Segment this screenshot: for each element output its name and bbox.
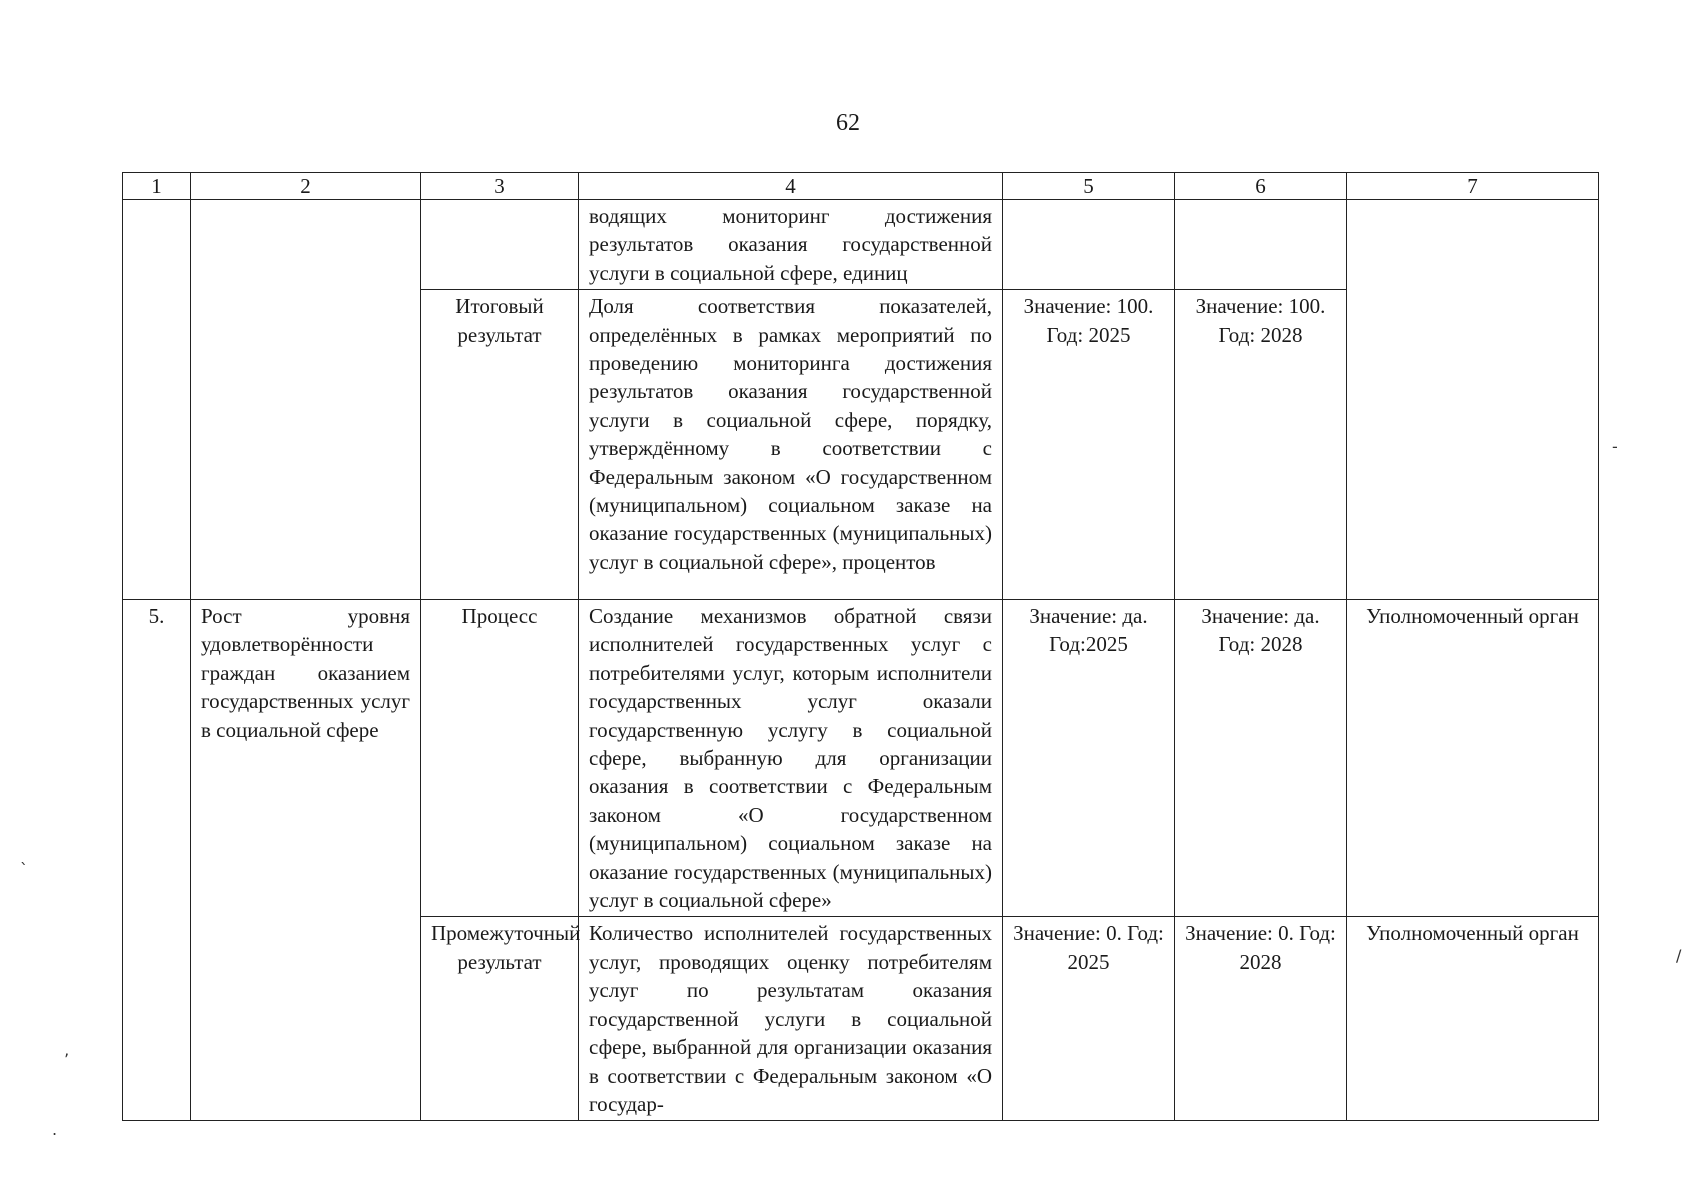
item5-intermediate-target-value: Значение: 0. Год: 2028 (1175, 917, 1347, 1121)
cont-responsible-cell (1347, 200, 1599, 600)
header-col-4: 4 (579, 173, 1003, 200)
final-result-target-value: Значение: 100. Год: 2028 (1175, 290, 1347, 600)
header-col-7: 7 (1347, 173, 1599, 200)
item5-intermediate-type: Промежуточный результат (421, 917, 579, 1121)
table-row-item5-process (123, 600, 1599, 917)
cont-target-cell (1175, 200, 1347, 290)
cont-number-cell (123, 200, 191, 600)
cont-task-cell (191, 200, 421, 600)
item5-process-description: Создание механизмов обратной связи исполнителей государственных услуг с потребителями услуг, которым исполнители государственных услуг оказали государственную услугу в социальной сфере, выбранную для организации оказания в соответствии с Федеральным законом «О государственном (муниципальном) социальном заказе на оказание государственных (муниципальных) услуг в социальной сфере» (579, 600, 1003, 917)
page-number: 62 (836, 110, 860, 136)
item5-process-type: Процесс (421, 600, 579, 917)
indicators-table (122, 172, 1599, 1121)
item5-intermediate-description: Количество исполнителей государственных услуг, проводящих оценку потребителям услуг по результатам оказания государственной услуги в социальной сфере, выбранной для организации оказания в соответствии с Федеральным законом «О государ- (579, 917, 1003, 1121)
table-row-continuation (123, 200, 1599, 290)
scan-speck: - (1612, 437, 1618, 456)
item5-number: 5. (123, 600, 191, 1121)
header-col-3: 3 (421, 173, 579, 200)
header-col-6: 6 (1175, 173, 1347, 200)
final-result-type: Итоговый результат (421, 290, 579, 600)
scan-speck: / (1676, 946, 1682, 965)
item5-task: Рост уровня удовлетворённости граждан оказанием государственных услуг в социальной сфере (191, 600, 421, 1121)
item5-intermediate-responsible: Уполномоченный орган (1347, 917, 1599, 1121)
scan-speck: ’ (64, 1050, 70, 1069)
item5-intermediate-base-value: Значение: 0. Год: 2025 (1003, 917, 1175, 1121)
cont-base-cell (1003, 200, 1175, 290)
scan-speck: ` (20, 860, 28, 879)
final-result-description: Доля соответствия показателей, определённых в рамках мероприятий по проведению мониторинга достижения результатов оказания государственной услуги в социальной сфере, порядку, утверждённому в соответствии с Федеральным законом «О государственном (муниципальном) социальном заказе на оказание государственных (муниципальных) услуг в социальной сфере», процентов (579, 290, 1003, 600)
header-col-2: 2 (191, 173, 421, 200)
scan-speck: . (52, 1120, 58, 1139)
item5-process-responsible: Уполномоченный орган (1347, 600, 1599, 917)
item5-process-base-value: Значение: да. Год:2025 (1003, 600, 1175, 917)
final-result-base-value: Значение: 100. Год: 2025 (1003, 290, 1175, 600)
cont-type-cell (421, 200, 579, 290)
header-col-1: 1 (123, 173, 191, 200)
cont-description-cell: водящих мониторинг достижения результатов оказания государственной услуги в социальной сфере, единиц (579, 200, 1003, 290)
header-col-5: 5 (1003, 173, 1175, 200)
header-row (123, 173, 1599, 200)
item5-process-target-value: Значение: да. Год: 2028 (1175, 600, 1347, 917)
